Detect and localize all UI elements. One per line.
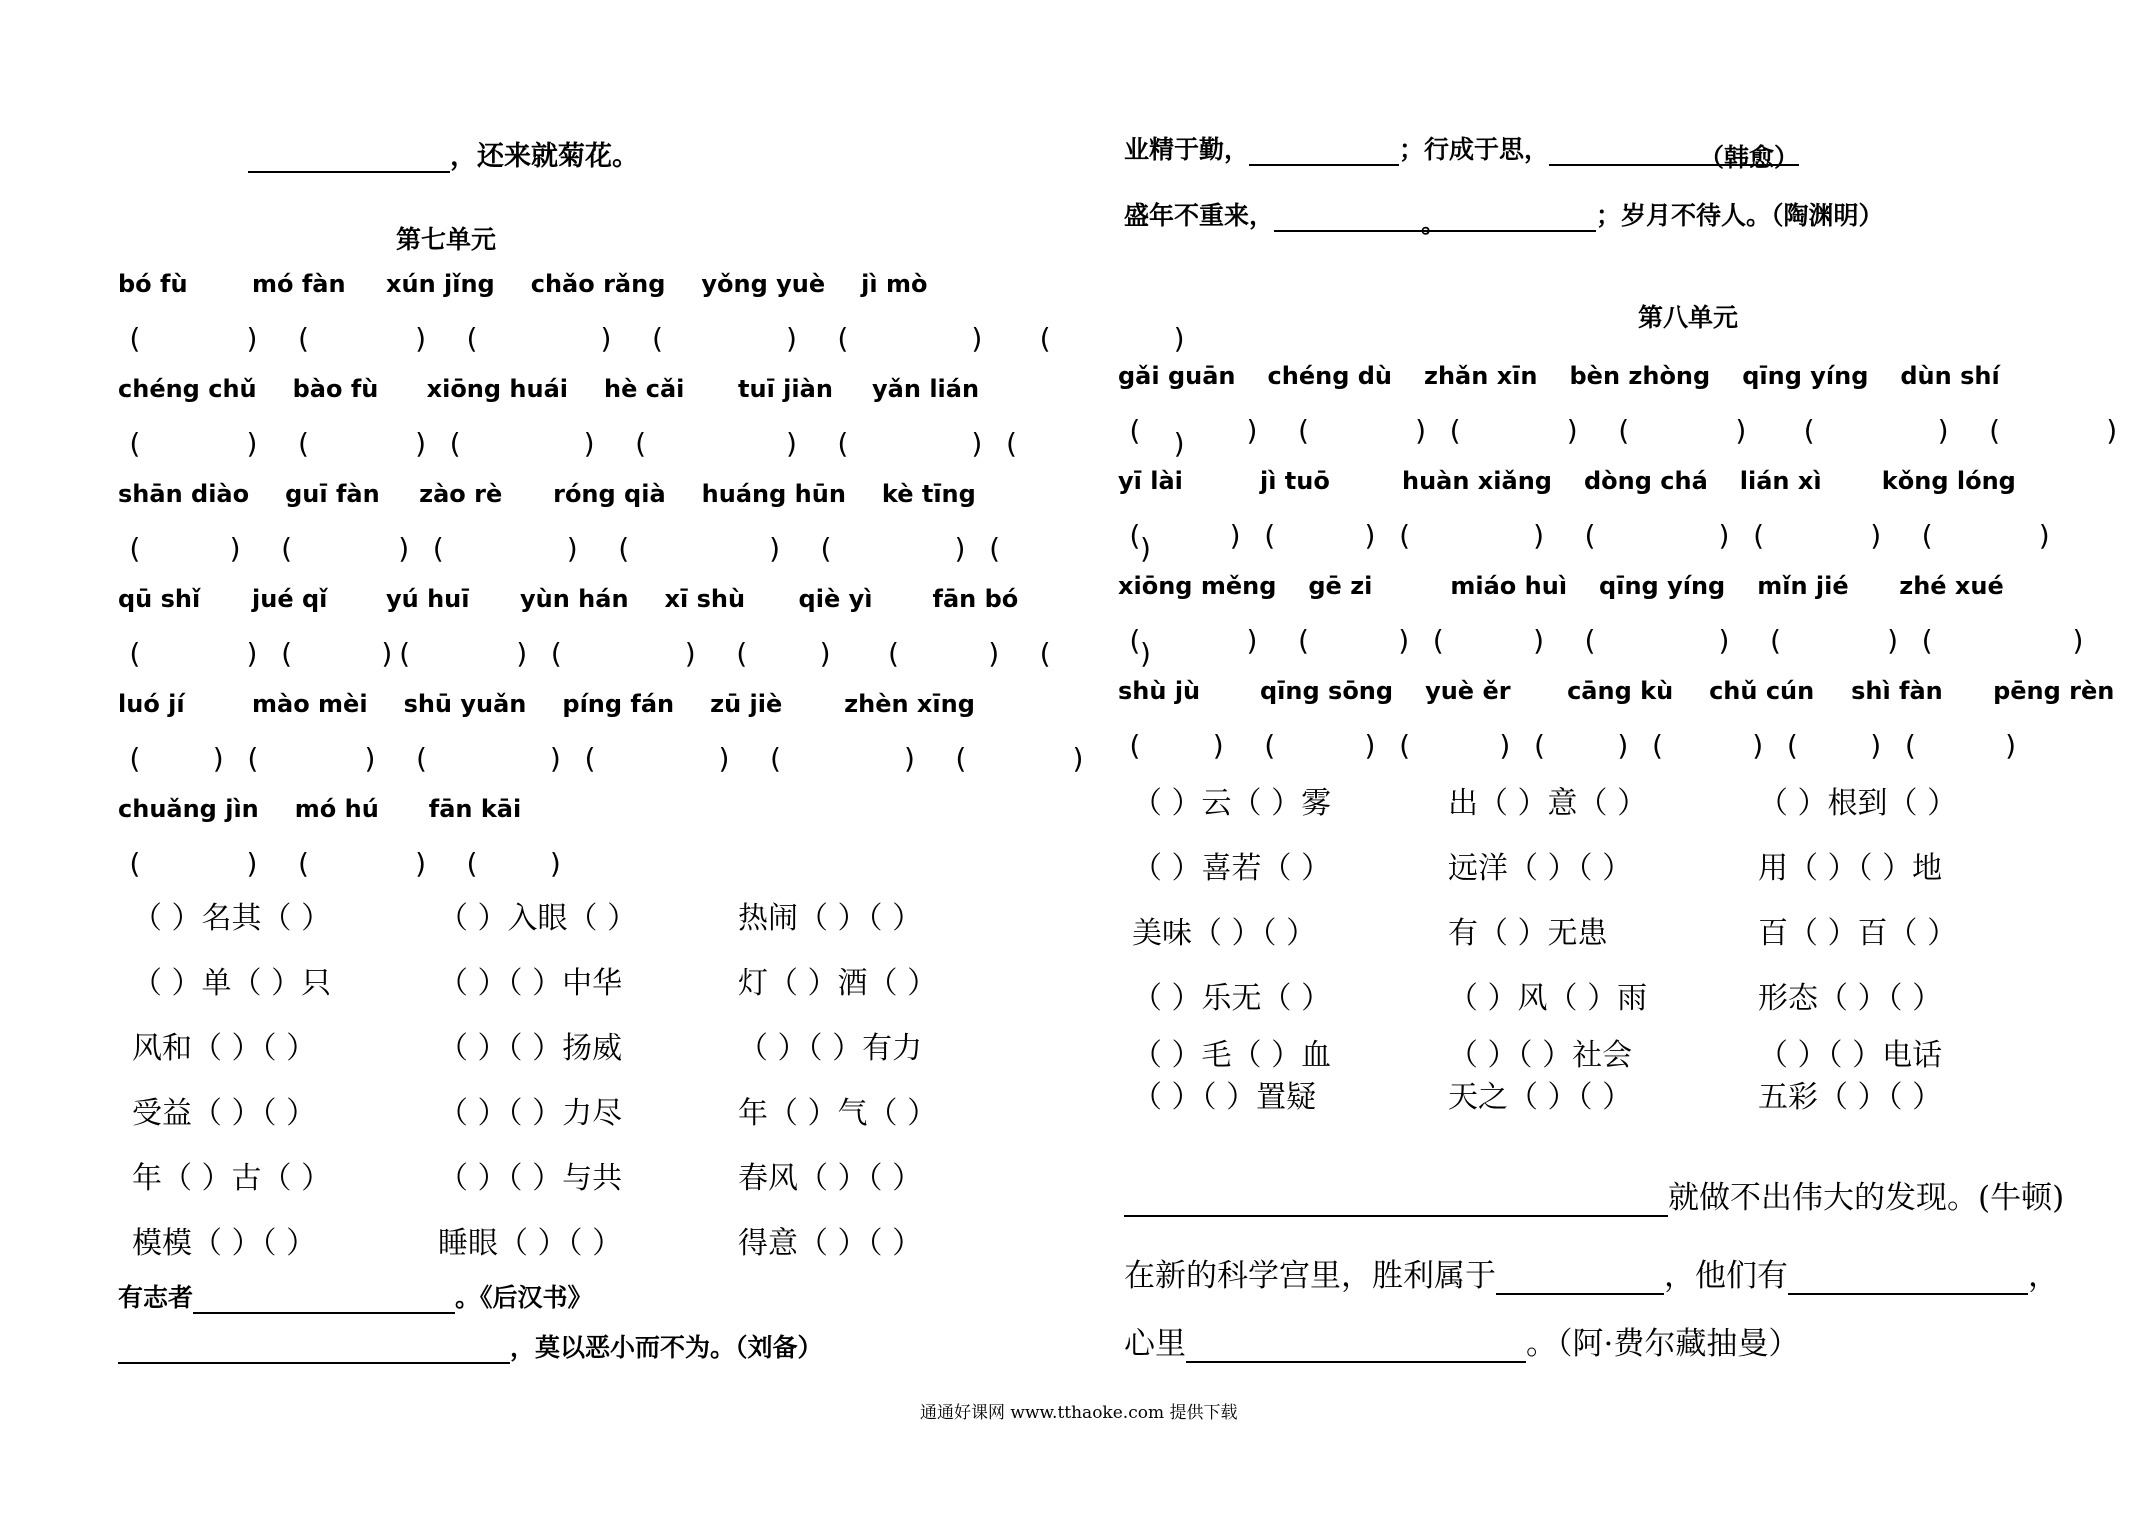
idiom-fill-item[interactable]: （ ）单（ ）只 bbox=[132, 966, 332, 1001]
quote-line-2 bbox=[118, 1328, 823, 1364]
pinyin-word: zào rè bbox=[419, 480, 503, 508]
quote-text: ，莫以恶小而不为。（刘备） bbox=[510, 1333, 823, 1362]
answer-blank[interactable] bbox=[1249, 138, 1399, 166]
pinyin-word: bó fù bbox=[118, 270, 188, 298]
pinyin-word: qīng yíng bbox=[1599, 572, 1726, 600]
pinyin-word: bèn zhòng bbox=[1569, 362, 1711, 390]
quote-source: 。（阿·费尔藏抽曼） bbox=[1526, 1326, 1800, 1362]
pinyin-word: chǎo rǎng bbox=[530, 270, 666, 298]
answer-blank[interactable] bbox=[1788, 1263, 2028, 1295]
pinyin-word: zū jiè bbox=[710, 690, 783, 718]
heart-quote bbox=[1124, 1318, 1799, 1363]
idiom-fill-item[interactable]: （ ）（ ）扬威 bbox=[438, 1031, 623, 1066]
idiom-fill-item[interactable]: （ ）（ ）电话 bbox=[1758, 1038, 1943, 1073]
pinyin-word: bào fù bbox=[292, 375, 379, 403]
answer-blank[interactable] bbox=[1186, 1331, 1526, 1363]
pinyin-word: qū shǐ bbox=[118, 585, 201, 613]
answer-blank[interactable] bbox=[1496, 1263, 1664, 1295]
answer-parens-row[interactable]: ( ) ( )( ) ( ) ( ) ( ) ( ) bbox=[126, 637, 1155, 670]
pinyin-word: luó jí bbox=[118, 690, 185, 718]
pinyin-word: qīng sōng bbox=[1260, 677, 1394, 705]
pinyin-word: pēng rèn bbox=[1993, 677, 2115, 705]
pinyin-word: kè tīng bbox=[881, 480, 976, 508]
quote-text: 心里 bbox=[1124, 1326, 1186, 1362]
pinyin-word: yùn hán bbox=[520, 585, 629, 613]
pinyin-row bbox=[118, 270, 995, 298]
pinyin-word: kǒng lóng bbox=[1881, 467, 2016, 495]
idiom-fill-item[interactable]: 模模（ ）（ ） bbox=[132, 1226, 317, 1261]
verse-text: 盛年不重来， bbox=[1124, 201, 1275, 230]
pinyin-row bbox=[118, 375, 1015, 403]
idiom-fill-item[interactable]: （ ）（ ）置疑 bbox=[1132, 1080, 1317, 1115]
idiom-fill-item[interactable]: 用（ ）（ ）地 bbox=[1758, 851, 1943, 886]
pinyin-word: hè cǎi bbox=[604, 375, 685, 403]
pinyin-word: mào mèi bbox=[252, 690, 368, 718]
pinyin-word: yú huī bbox=[386, 585, 470, 613]
idiom-fill-item[interactable]: 风和（ ）（ ） bbox=[132, 1031, 317, 1066]
answer-parens-row[interactable]: ( ) ( ) ( ) ( ) ( ) ( ) bbox=[1126, 519, 2054, 552]
idiom-fill-item[interactable]: （ ）入眼（ ） bbox=[438, 901, 638, 936]
pinyin-word: chéng chǔ bbox=[118, 375, 257, 403]
answer-blank[interactable] bbox=[1124, 1185, 1668, 1217]
pinyin-row bbox=[1118, 677, 2146, 705]
quote-line-1 bbox=[118, 1278, 593, 1314]
answer-parens-row[interactable]: ( ) ( ) ( ) ( ) ( ) ( ) bbox=[126, 427, 1189, 460]
pinyin-row bbox=[118, 795, 563, 823]
quote-source: 。《后汉书》 bbox=[455, 1283, 593, 1312]
quote-text: ， bbox=[2028, 1258, 2059, 1294]
answer-parens-row[interactable]: ( ) ( ) ( ) ( ) ( ) ( ) bbox=[126, 322, 1189, 355]
idiom-fill-item[interactable]: （ ）乐无（ ） bbox=[1132, 981, 1332, 1016]
unit-seven-title: 第七单元 bbox=[396, 225, 497, 254]
pinyin-word: cāng kù bbox=[1567, 677, 1674, 705]
answer-blank[interactable] bbox=[1274, 204, 1447, 238]
pinyin-word: chǔ cún bbox=[1709, 677, 1815, 705]
pinyin-word: shù jù bbox=[1118, 677, 1201, 705]
pinyin-word: gē zi bbox=[1308, 572, 1373, 600]
pinyin-word: zhèn xīng bbox=[844, 690, 975, 718]
verse-text: ；行成于思， bbox=[1399, 135, 1550, 164]
top-verse-line bbox=[248, 134, 639, 173]
pinyin-word: huáng hūn bbox=[701, 480, 846, 508]
pinyin-row bbox=[118, 585, 1067, 613]
idiom-fill-item[interactable]: 热闹（ ）（ ） bbox=[738, 901, 923, 936]
pinyin-word: tuī jiàn bbox=[738, 375, 833, 403]
answer-parens-row[interactable]: ( ) ( ) ( ) ( ) ( ) ( ) bbox=[126, 742, 1087, 775]
answer-blank[interactable] bbox=[193, 1286, 455, 1314]
pinyin-word: xī shù bbox=[664, 585, 746, 613]
answer-parens-row[interactable]: ( ) ( ) ( ) ( ) ( ) ( ) ( ) bbox=[1126, 729, 2020, 762]
idiom-fill-item[interactable]: （ ）（ ）有力 bbox=[738, 1031, 923, 1066]
pinyin-word: chéng dù bbox=[1267, 362, 1392, 390]
pinyin-word: huàn xiǎng bbox=[1402, 467, 1552, 495]
quote-text: ，他们有 bbox=[1664, 1258, 1788, 1294]
answer-blank[interactable] bbox=[1446, 204, 1596, 232]
verse-source: （韩愈） bbox=[1699, 143, 1800, 172]
idiom-fill-item[interactable]: （ ）（ ）力尽 bbox=[438, 1096, 623, 1131]
newton-quote bbox=[1124, 1172, 2064, 1217]
pinyin-word: róng qià bbox=[553, 480, 666, 508]
idiom-fill-item[interactable]: 百（ ）百（ ） bbox=[1758, 916, 1958, 951]
pinyin-word: jì mò bbox=[861, 270, 928, 298]
pinyin-word: zhé xué bbox=[1899, 572, 2004, 600]
pinyin-row bbox=[1118, 467, 2048, 495]
unit-eight-title: 第八单元 bbox=[1638, 303, 1739, 332]
idiom-fill-item[interactable]: 年（ ）气（ ） bbox=[738, 1096, 938, 1131]
pinyin-row bbox=[118, 690, 1011, 718]
pinyin-word: shān diào bbox=[118, 480, 250, 508]
pinyin-word: yǎn lián bbox=[872, 375, 980, 403]
idiom-fill-item[interactable]: 天之（ ）（ ） bbox=[1448, 1080, 1633, 1115]
idiom-fill-item[interactable]: （ ）喜若（ ） bbox=[1132, 851, 1332, 886]
answer-parens-row[interactable]: ( ) ( ) ( ) ( ) ( ) ( ) bbox=[1126, 624, 2087, 657]
pinyin-word: yuè ěr bbox=[1425, 677, 1511, 705]
quote-text: 就做不出伟大的发现。(牛顿) bbox=[1668, 1180, 2065, 1216]
answer-parens-row[interactable]: ( ) ( ) ( ) bbox=[126, 847, 565, 880]
idiom-fill-item[interactable]: （ ）根到（ ） bbox=[1758, 786, 1958, 821]
verse-text: 业精于勤， bbox=[1124, 135, 1250, 164]
pinyin-word: jué qǐ bbox=[252, 585, 328, 613]
idiom-fill-item[interactable]: （ ）（ ）中华 bbox=[438, 966, 623, 1001]
idiom-fill-item[interactable]: 年（ ）古（ ） bbox=[132, 1161, 332, 1196]
pinyin-word: píng fán bbox=[562, 690, 675, 718]
answer-blank[interactable] bbox=[118, 1336, 510, 1364]
answer-parens-row[interactable]: ( ) ( ) ( ) ( ) ( ) ( ) bbox=[1126, 414, 2121, 447]
pinyin-word: miáo huì bbox=[1450, 572, 1568, 600]
quote-text: 在新的科学宫里，胜利属于 bbox=[1124, 1258, 1496, 1294]
idiom-fill-item[interactable]: （ ）毛（ ）血 bbox=[1132, 1038, 1332, 1073]
pinyin-word: dùn shí bbox=[1900, 362, 2000, 390]
verse-line-2 bbox=[1124, 196, 1884, 238]
science-quote bbox=[1124, 1250, 2059, 1295]
idiom-fill-item[interactable]: （ ）（ ）社会 bbox=[1448, 1038, 1633, 1073]
answer-blank[interactable] bbox=[1549, 138, 1800, 172]
pinyin-word: yī lài bbox=[1118, 467, 1183, 495]
idiom-fill-item[interactable]: 五彩（ ）（ ） bbox=[1758, 1080, 1943, 1115]
pinyin-word: xiōng huái bbox=[426, 375, 569, 403]
idiom-fill-item[interactable]: （ ）风（ ）雨 bbox=[1448, 981, 1648, 1016]
pinyin-word: mǐn jié bbox=[1757, 572, 1849, 600]
pinyin-word: zhǎn xīn bbox=[1424, 362, 1538, 390]
pinyin-word: qīng yíng bbox=[1742, 362, 1869, 390]
answer-parens-row[interactable]: ( ) ( ) ( ) ( ) ( ) ( ) bbox=[126, 532, 1155, 565]
pinyin-row bbox=[118, 480, 1016, 508]
idiom-fill-item[interactable]: 远洋（ ）（ ） bbox=[1448, 851, 1633, 886]
idiom-fill-item[interactable]: （ ）（ ）与共 bbox=[438, 1161, 623, 1196]
idiom-fill-item[interactable]: 有（ ）无患 bbox=[1448, 916, 1608, 951]
pinyin-word: dòng chá bbox=[1583, 467, 1708, 495]
idiom-fill-item[interactable]: 出（ ）意（ ） bbox=[1448, 786, 1648, 821]
idiom-fill-item[interactable]: 春风（ ）（ ） bbox=[738, 1161, 923, 1196]
pinyin-word: xún jǐng bbox=[386, 270, 495, 298]
verse-line-1 bbox=[1124, 130, 1800, 172]
pinyin-word: fān bó bbox=[932, 585, 1019, 613]
verse-text: 。 bbox=[1421, 209, 1447, 238]
pinyin-word: shì fàn bbox=[1851, 677, 1943, 705]
verse-text: ，还来就菊花。 bbox=[450, 141, 639, 172]
pinyin-word: jì tuō bbox=[1260, 467, 1330, 495]
pinyin-word: guī fàn bbox=[285, 480, 380, 508]
footer-credit: 通通好课网 www.tthaoke.com 提供下载 bbox=[920, 1403, 1238, 1423]
idiom-fill-item[interactable]: （ ）云（ ）雾 bbox=[1132, 786, 1332, 821]
idiom-fill-item[interactable]: 形态（ ）（ ） bbox=[1758, 981, 1943, 1016]
pinyin-word: mó hú bbox=[294, 795, 379, 823]
pinyin-row bbox=[1118, 362, 2042, 390]
pinyin-word: mó fàn bbox=[252, 270, 346, 298]
idiom-fill-item[interactable]: 得意（ ）（ ） bbox=[738, 1226, 923, 1261]
answer-blank[interactable] bbox=[248, 145, 450, 173]
verse-text: ；岁月不待人。（陶渊明） bbox=[1596, 201, 1884, 230]
pinyin-word: chuǎng jìn bbox=[118, 795, 259, 823]
pinyin-word: shū yuǎn bbox=[403, 690, 527, 718]
pinyin-word: lián xì bbox=[1739, 467, 1822, 495]
pinyin-word: fān kāi bbox=[428, 795, 522, 823]
idiom-fill-item[interactable]: （ ）名其（ ） bbox=[132, 901, 332, 936]
idiom-fill-item[interactable]: 睡眼（ ）（ ） bbox=[438, 1226, 623, 1261]
pinyin-row bbox=[1118, 572, 2041, 600]
pinyin-word: gǎi guān bbox=[1118, 362, 1236, 390]
idiom-fill-item[interactable]: 美味（ ）（ ） bbox=[1132, 916, 1317, 951]
idiom-fill-item[interactable]: 受益（ ）（ ） bbox=[132, 1096, 317, 1131]
pinyin-word: qiè yì bbox=[798, 585, 873, 613]
pinyin-word: yǒng yuè bbox=[701, 270, 826, 298]
pinyin-word: xiōng měng bbox=[1118, 572, 1277, 600]
quote-text: 有志者 bbox=[118, 1283, 194, 1312]
idiom-fill-item[interactable]: 灯（ ）酒（ ） bbox=[738, 966, 938, 1001]
